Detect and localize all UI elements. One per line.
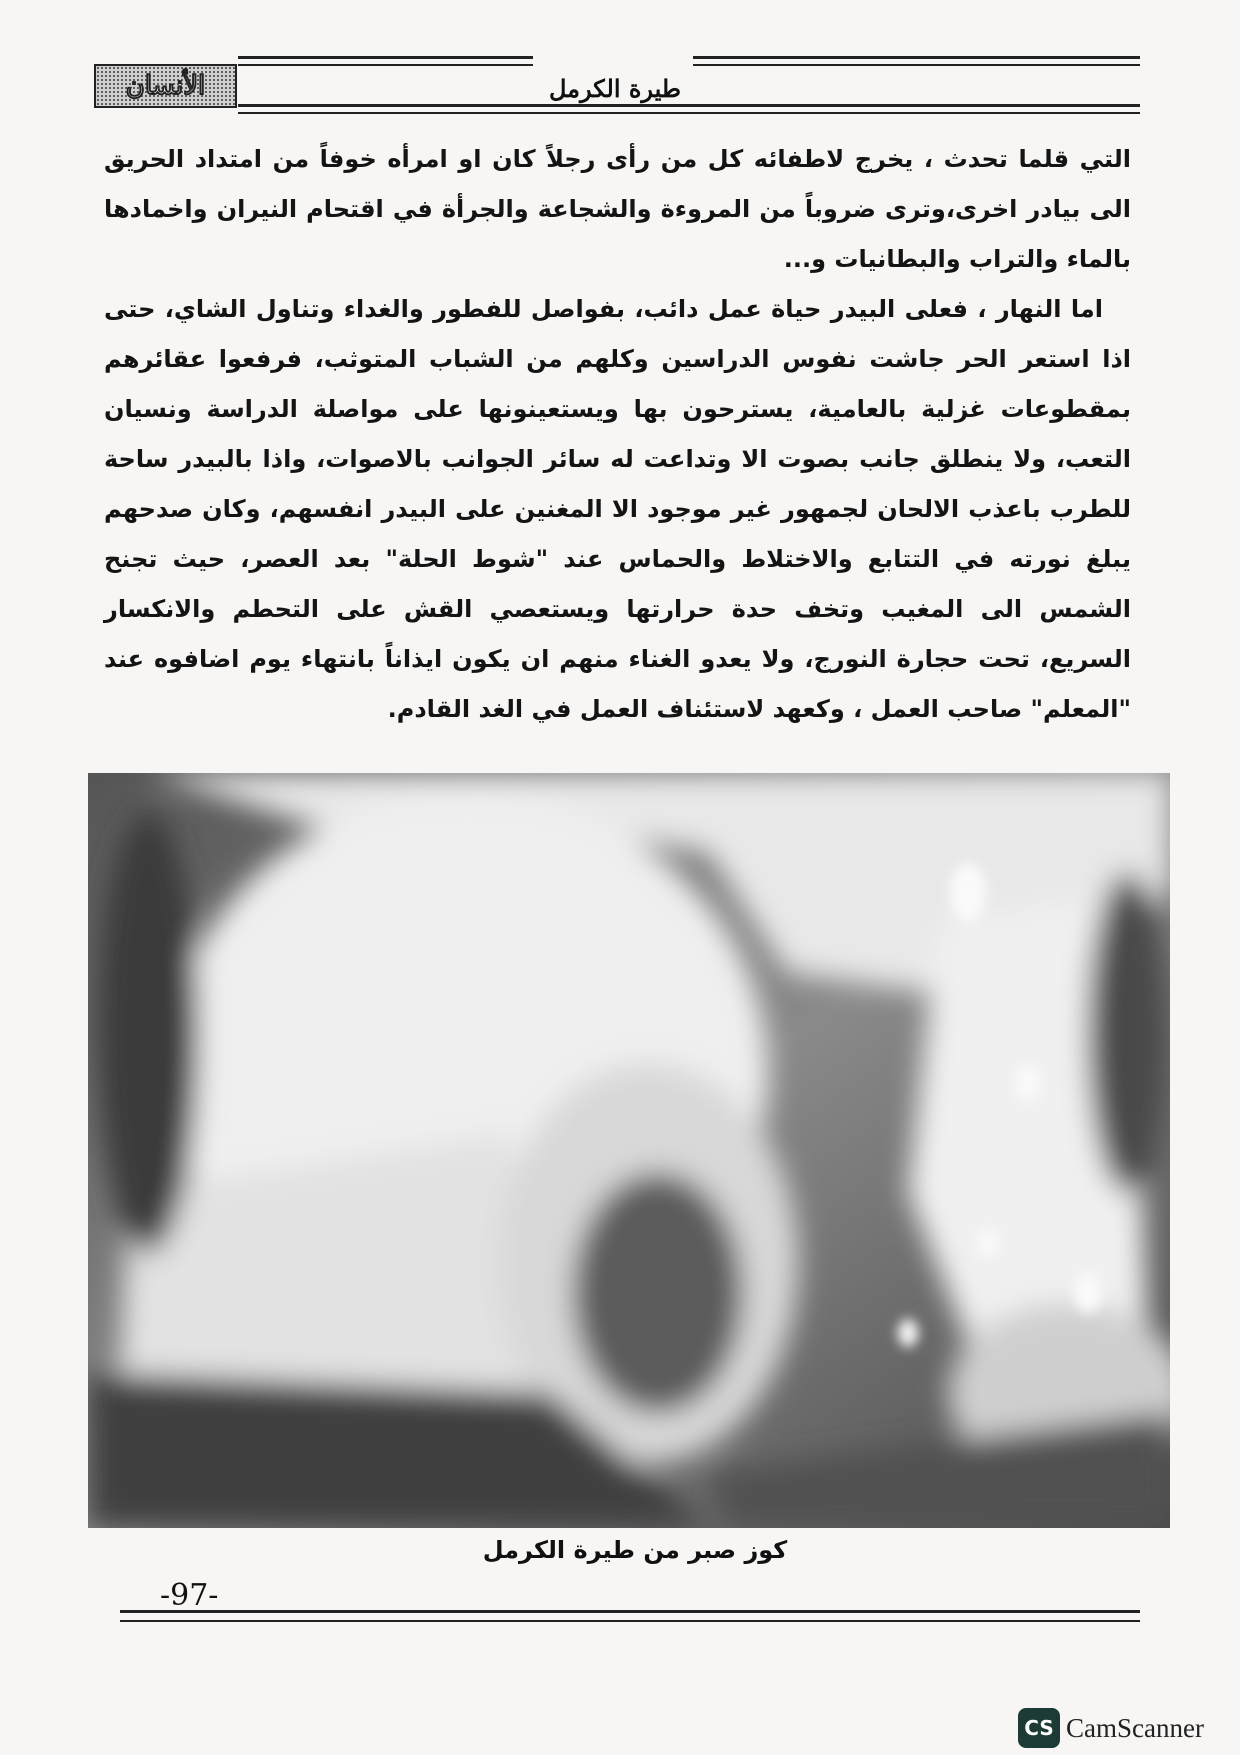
cactus-photo-image	[88, 773, 1170, 1528]
camscanner-watermark: CamScanner	[1066, 1713, 1204, 1743]
paragraph: اما النهار ، فعلى البيدر حياة عمل دائب، بفواصل للفطور والغداء وتناول الشاي، حتى اذا استعر الحر جاشت نفوس الدراسين وكلهم من الشباب المتوثب، فرفعوا عقائرهم بمقطوعات غزلية بالعامية، يسترحون بها ويستعينونها على مواصلة الدراسة ونسيان التعب، ولا ينطلق جانب بصوت الا وتداعت له سائر الجوانب بالاصوات، واذا بالبيدر ساحة للطرب باعذب الالحان لجمهور غير موجود الا المغنين على البيدر انفسهم، وكان صدحهم يبلغ نورته في التتابع والاختلاط والحماس عند "شوط الحلة" بعد العصر، حيث تجنح الشمس الى المغيب وتخف حدة حرارتها ويستعصي القش على التحطم والانكسار السريع، تحت حجارة النورج، ولا يعدو الغناء منهم ان يكون ايذاناً بانتهاء يوم اضافوه عند "المعلم" صاحب العمل ، وكعهد لاستئناف العمل في الغد القادم.	[104, 295, 1131, 723]
section-badge	[94, 64, 237, 108]
body-text	[104, 134, 1131, 734]
header-rule-bottom	[238, 104, 1140, 114]
paragraph: التي قلما تحدث ، يخرج لاطفائه كل من رأى رجلاً كان او امرأه خوفاً من امتداد الحريق الى بيادر اخرى،وترى ضروباً من المروءة والشجاعة والجرأة في اقتحام النيران واخمادها بالماء والتراب والبطانيات و...	[104, 145, 1131, 273]
header-rule-right	[693, 56, 1140, 66]
footer-rule	[120, 1610, 1140, 1622]
header-rule-left	[238, 56, 533, 66]
camscanner-logo-icon: CS	[1018, 1708, 1060, 1748]
running-title: طيرة الكرمل	[548, 74, 682, 103]
section-badge-label: الأنسان	[125, 71, 206, 101]
cactus-photo	[88, 773, 1170, 1528]
figure-caption: كوز صبر من طيرة الكرمل	[482, 1536, 788, 1564]
page-number: -97-	[160, 1578, 219, 1613]
